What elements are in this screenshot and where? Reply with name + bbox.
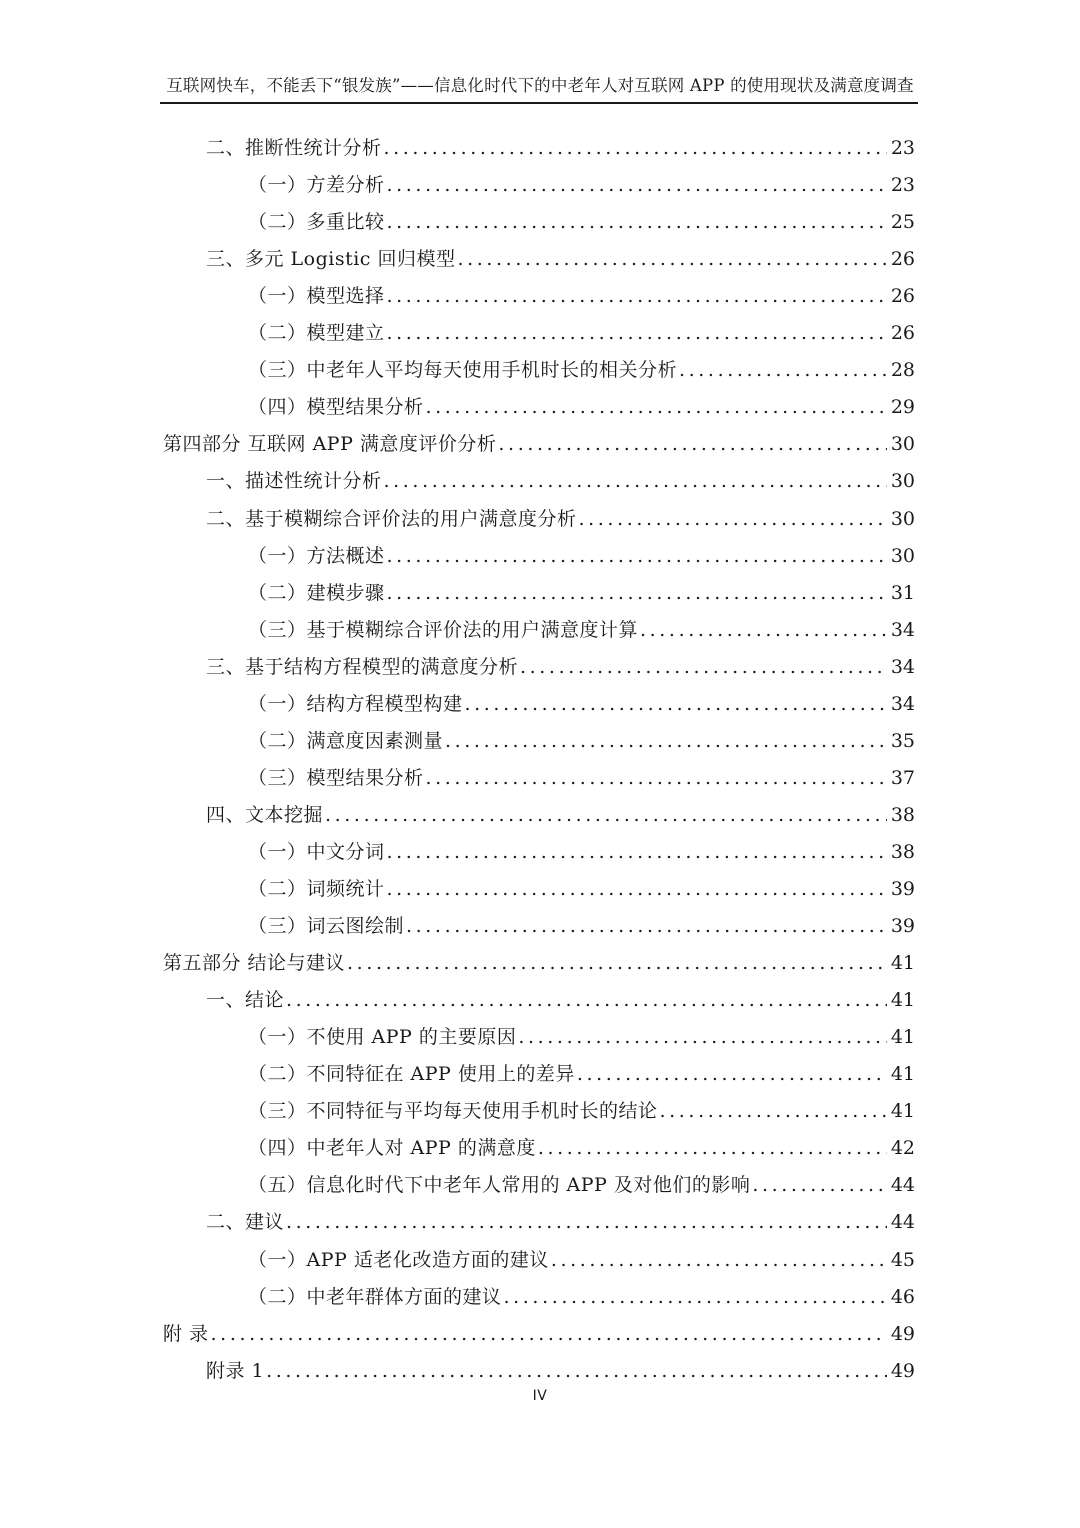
toc-dot-leader: [385, 204, 887, 240]
toc-entry-title: （三）模型结果分析: [248, 766, 424, 789]
toc-entry[interactable]: [248, 871, 915, 907]
toc-entry[interactable]: [248, 278, 915, 314]
toc-entry-page: 30: [890, 433, 915, 456]
toc-dot-leader: [424, 389, 887, 425]
toc-entry-page: 46: [890, 1285, 915, 1308]
toc-entry[interactable]: [248, 686, 915, 722]
toc-dot-leader: [404, 908, 887, 944]
toc-entry-title: （三）基于模糊综合评价法的用户满意度计算: [248, 618, 639, 641]
toc-entry-page: 34: [890, 618, 915, 641]
toc-dot-leader: [264, 1353, 887, 1389]
toc-entry-title: （一）方法概述: [248, 544, 385, 567]
toc-entry-title: （一）结构方程模型构建: [248, 692, 463, 715]
toc-entry-title: （三）不同特征与平均每天使用手机时长的结论: [248, 1100, 658, 1123]
toc-entry-title: （一）不使用 APP 的主要原因: [248, 1026, 517, 1049]
toc-entry[interactable]: [163, 1316, 915, 1352]
toc-entry[interactable]: [248, 1093, 915, 1129]
toc-entry-page: 41: [890, 1026, 915, 1049]
toc-entry-page: 28: [890, 359, 915, 382]
toc-dot-leader: [638, 612, 887, 648]
toc-dot-leader: [750, 1167, 886, 1203]
toc-dot-leader: [209, 1316, 887, 1352]
toc-entry[interactable]: [206, 130, 915, 166]
toc-entry[interactable]: [206, 982, 915, 1018]
toc-entry-title: （二）中老年群体方面的建议: [248, 1285, 502, 1308]
toc-entry[interactable]: [248, 612, 915, 648]
toc-entry[interactable]: [248, 908, 915, 944]
toc-dot-leader: [323, 797, 887, 833]
toc-entry-page: 44: [890, 1174, 915, 1197]
toc-entry[interactable]: [248, 1130, 915, 1166]
toc-entry-title: （二）不同特征在 APP 使用上的差异: [248, 1063, 575, 1086]
toc-entry-page: 31: [890, 581, 915, 604]
toc-entry-page: 49: [890, 1359, 915, 1382]
toc-entry[interactable]: [248, 204, 915, 240]
toc-entry[interactable]: [206, 797, 915, 833]
toc-entry-title: 一、描述性统计分析: [206, 470, 382, 493]
toc-entry-page: 37: [890, 766, 915, 789]
toc-entry-page: 41: [890, 952, 915, 975]
toc-entry-title: （一）模型选择: [248, 285, 385, 308]
toc-entry-title: 一、结论: [206, 989, 285, 1012]
toc-entry-title: （四）中老年人对 APP 的满意度: [248, 1137, 536, 1160]
toc-entry[interactable]: [206, 1353, 915, 1389]
toc-entry-page: 23: [890, 174, 915, 197]
toc-dot-leader: [385, 167, 887, 203]
toc-entry-title: 二、推断性统计分析: [206, 137, 382, 159]
toc-entry-title: （三）词云图绘制: [248, 915, 405, 938]
toc-dot-leader: [284, 1204, 887, 1240]
toc-dot-leader: [424, 760, 887, 796]
toc-entry[interactable]: [206, 241, 915, 277]
toc-dot-leader: [455, 241, 886, 277]
toc-entry-title: （四）模型结果分析: [248, 396, 424, 419]
toc-entry[interactable]: [248, 389, 915, 425]
toc-entry-title: （二）词频统计: [248, 878, 385, 900]
toc-entry-title: 第四部分 互联网 APP 满意度评价分析: [163, 433, 497, 456]
toc-entry-page: 25: [890, 211, 915, 234]
toc-entry[interactable]: [248, 575, 915, 611]
toc-entry-page: 41: [890, 1063, 915, 1086]
toc-dot-leader: [385, 278, 887, 314]
toc-entry[interactable]: [163, 945, 915, 981]
toc-dot-leader: [677, 352, 887, 388]
toc-entry-page: 38: [890, 840, 915, 863]
toc-entry-page: 35: [890, 729, 915, 752]
toc-entry[interactable]: [206, 463, 915, 499]
toc-entry-page: 41: [890, 989, 915, 1012]
toc-dot-leader: [575, 1056, 887, 1092]
toc-entry-page: 30: [890, 507, 915, 530]
toc-entry-page: 26: [890, 322, 915, 345]
toc-entry-title: 第五部分 结论与建议: [163, 952, 346, 975]
toc-entry-title: （五）信息化时代下中老年人常用的 APP 及对他们的影响: [248, 1174, 751, 1197]
toc-dot-leader: [385, 315, 887, 351]
toc-dot-leader: [385, 871, 887, 907]
toc-entry[interactable]: [248, 723, 915, 759]
toc-dot-leader: [385, 575, 887, 611]
toc-dot-leader: [443, 723, 887, 759]
toc-entry-page: 34: [890, 692, 915, 715]
toc-dot-leader: [518, 649, 887, 685]
toc-entry-title: （一）APP 适老化改造方面的建议: [248, 1248, 549, 1271]
toc-dot-leader: [385, 538, 887, 574]
toc-dot-leader: [502, 1279, 887, 1315]
toc-entry-title: 三、基于结构方程模型的满意度分析: [206, 655, 519, 678]
toc-entry[interactable]: [248, 1279, 915, 1315]
toc-entry-page: 39: [890, 878, 915, 900]
toc-entry-title: 二、建议: [206, 1211, 285, 1234]
toc-entry-page: 39: [890, 915, 915, 938]
toc-entry-title: （二）满意度因素测量: [248, 729, 444, 752]
toc-entry-page: 23: [890, 137, 915, 159]
toc-entry-page: 44: [890, 1211, 915, 1234]
toc-entry[interactable]: [206, 501, 915, 537]
toc-entry-page: 34: [890, 655, 915, 678]
toc-dot-leader: [382, 130, 887, 166]
toc-dot-leader: [658, 1093, 887, 1129]
toc-entry-page: 41: [890, 1100, 915, 1123]
toc-entry-title: （一）中文分词: [248, 840, 385, 863]
toc-entry-page: 45: [890, 1248, 915, 1271]
toc-entry-page: 26: [890, 248, 915, 271]
toc-dot-leader: [577, 501, 887, 537]
toc-entry[interactable]: [248, 760, 915, 796]
toc-dot-leader: [463, 686, 887, 722]
toc-entry[interactable]: [248, 1019, 915, 1055]
toc-entry-page: 30: [890, 470, 915, 493]
toc-entry-title: 附 录: [163, 1322, 209, 1345]
toc-entry-title: （三）中老年人平均每天使用手机时长的相关分析: [248, 359, 678, 382]
toc-entry[interactable]: [206, 1204, 915, 1240]
toc-entry-title: （二）建模步骤: [248, 581, 385, 604]
running-header: 互联网快车，不能丢下“银发族”——信息化时代下的中老年人对互联网 APP 的使用现状及满意度调查: [166, 76, 914, 95]
toc-entry[interactable]: [248, 167, 915, 203]
header-divider: [160, 102, 918, 104]
toc-entry[interactable]: [248, 1167, 915, 1203]
toc-entry[interactable]: [163, 426, 915, 462]
toc-entry[interactable]: [248, 315, 915, 351]
toc-entry-title: 附录 1: [206, 1359, 265, 1382]
toc-dot-leader: [549, 1242, 887, 1278]
toc-entry-page: 26: [890, 285, 915, 308]
toc-dot-leader: [382, 463, 887, 499]
toc-entry[interactable]: [248, 834, 915, 870]
toc-entry-title: 二、基于模糊综合评价法的用户满意度分析: [206, 507, 577, 530]
toc-entry-title: （二）多重比较: [248, 211, 385, 234]
toc-entry-title: 三、多元 Logistic 回归模型: [206, 248, 456, 271]
toc-entry-title: （二）模型建立: [248, 322, 385, 345]
toc-entry[interactable]: [248, 538, 915, 574]
toc-dot-leader: [385, 834, 887, 870]
toc-entry[interactable]: [248, 352, 915, 388]
toc-entry-page: 30: [890, 544, 915, 567]
toc-entry-page: 38: [890, 803, 915, 826]
toc-entry[interactable]: [248, 1242, 915, 1278]
toc-entry-title: （一）方差分析: [248, 174, 385, 197]
page-number: IV: [532, 1388, 548, 1404]
toc-entry-title: 四、文本挖掘: [206, 803, 324, 826]
toc-entry-page: 42: [890, 1137, 915, 1160]
toc-entry[interactable]: [248, 1056, 915, 1092]
toc-dot-leader: [496, 426, 886, 462]
toc-dot-leader: [516, 1019, 886, 1055]
toc-entry[interactable]: [206, 649, 915, 685]
toc-dot-leader: [345, 945, 887, 981]
toc-dot-leader: [536, 1130, 887, 1166]
toc-entry-page: 29: [890, 396, 915, 419]
toc-entry-page: 49: [890, 1322, 915, 1345]
toc-dot-leader: [284, 982, 887, 1018]
